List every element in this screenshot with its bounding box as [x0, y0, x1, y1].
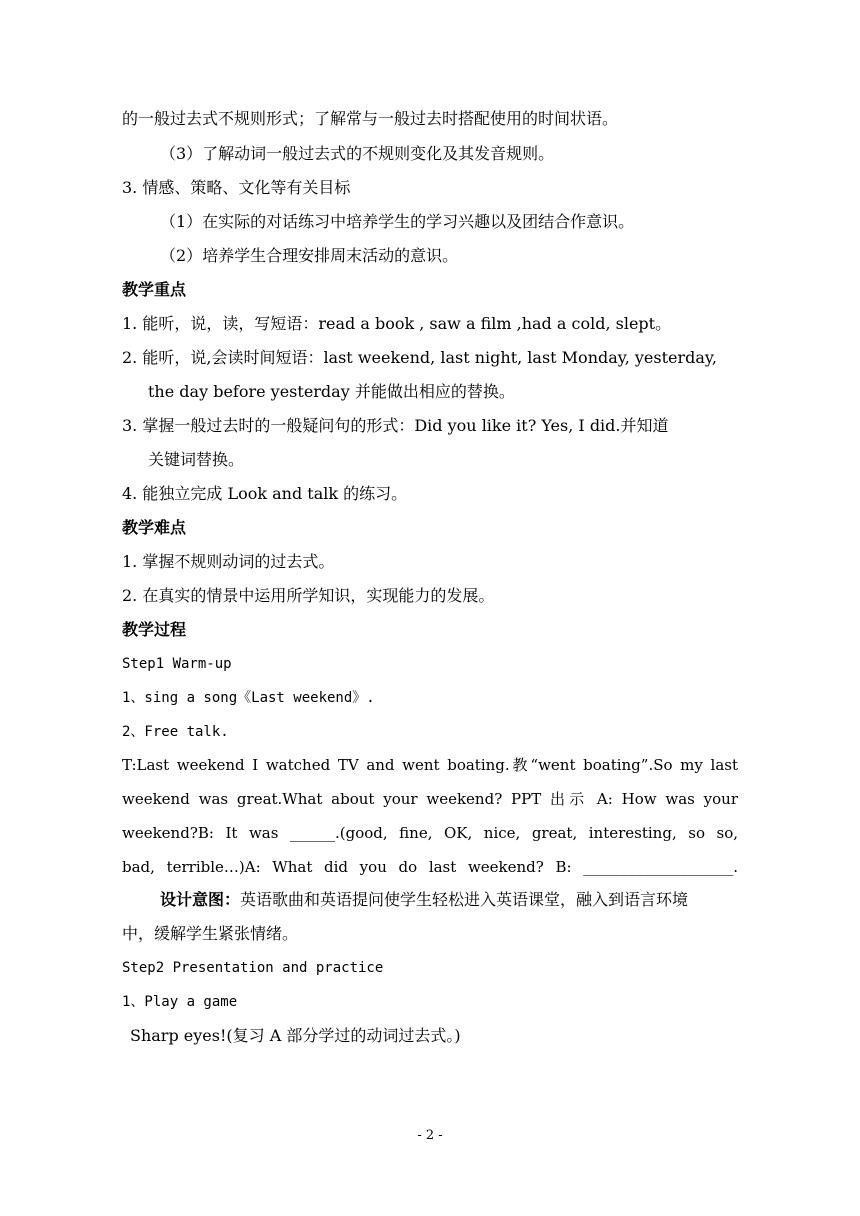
list-item: 2. 在真实的情景中运用所学知识，实现能力的发展。 — [122, 586, 495, 605]
design-intent-text: 英语歌曲和英语提问使学生轻松进入英语课堂，融入到语言环境 — [240, 890, 689, 909]
step-heading: Step1 Warm-up — [122, 656, 232, 672]
page-number: - 2 - — [417, 1128, 443, 1143]
design-intent-line — [160, 889, 738, 911]
paragraph-line: （1）在实际的对话练习中培养学生的学习兴趣以及团结合作意识。 — [160, 212, 635, 231]
paragraph-line: 的一般过去式不规则形式；了解常与一般过去时搭配使用的时间状语。 — [122, 109, 619, 128]
list-item: 4. 能独立完成 Look and talk 的练习。 — [122, 484, 408, 503]
heading-key-points: 教学重点 — [122, 280, 187, 299]
list-item: 1. 掌握不规则动词的过去式。 — [122, 552, 335, 571]
paragraph-line: weekend was great.What about your weekend? PPT 出示 A: How was your — [122, 790, 738, 808]
list-item: 2. 能听，说,会读时间短语：last weekend, last night, last Monday, yesterday, — [122, 348, 717, 367]
list-item: 1. 能听，说，读，写短语：read a book , saw a film ,had a cold, slept。 — [122, 314, 672, 333]
paragraph-line: Sharp eyes!(复习 A 部分学过的动词过去式。) — [130, 1026, 461, 1045]
list-item-continuation: 关键词替换。 — [148, 450, 245, 469]
section-heading: 3. 情感、策略、文化等有关目标 — [122, 178, 351, 197]
list-item: 3. 掌握一般过去时的一般疑问句的形式：Did you like it? Yes, I did.并知道 — [122, 416, 669, 435]
list-item-continuation: the day before yesterday 并能做出相应的替换。 — [148, 382, 515, 401]
paragraph-line: （2）培养学生合理安排周末活动的意识。 — [160, 246, 459, 265]
step-item: 2、Free talk. — [122, 724, 229, 740]
step-item: 1、Play a game — [122, 994, 238, 1010]
paragraph-line: （3）了解动词一般过去式的不规则变化及其发音规则。 — [160, 144, 555, 163]
paragraph-line: bad, terrible…)A: What did you do last weekend? B: ____________________. — [122, 858, 738, 876]
heading-process: 教学过程 — [122, 620, 187, 639]
paragraph-line: 中，缓解学生紧张情绪。 — [122, 924, 299, 943]
step-item: 1、sing a song《Last weekend》. — [122, 690, 375, 706]
step-heading: Step2 Presentation and practice — [122, 960, 384, 976]
paragraph-line: weekend?B: It was ______.(good, fine, OK, nice, great, interesting, so so, — [122, 824, 738, 842]
design-intent-label: 设计意图： — [160, 890, 241, 909]
paragraph-line: T:Last weekend I watched TV and went boating.教“went boating”.So my last — [122, 756, 738, 774]
heading-difficulties: 教学难点 — [122, 518, 187, 537]
